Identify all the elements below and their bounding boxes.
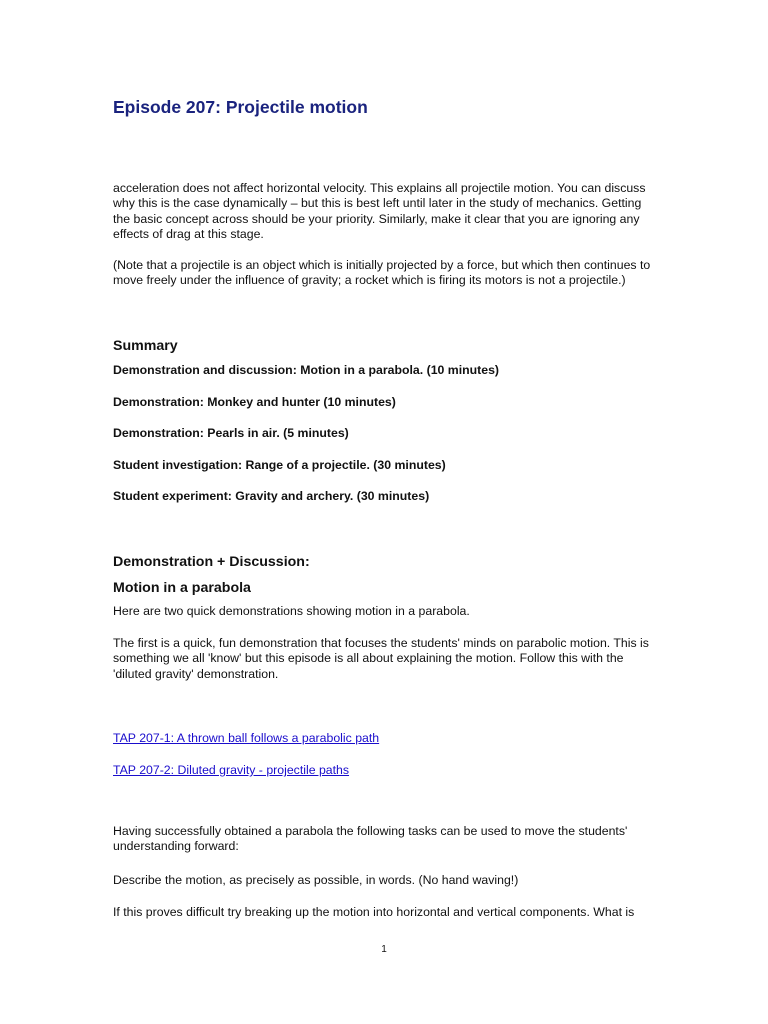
- section-subheading: Motion in a parabola: [113, 580, 251, 596]
- intro-paragraph-1: acceleration does not affect horizontal velocity. This explains all projectile motion. You can discuss why this is the case dynamically – but this is best left until later in the study of mechanics. Getting the basic concept across should be your priority. Similarly, make it clear that you are ignoring any effects of drag at this stage.: [113, 181, 646, 242]
- section-paragraph-3: Having successfully obtained a parabola the following tasks can be used to move the students' understanding forward:: [113, 824, 628, 854]
- tap-207-1-link[interactable]: TAP 207-1: A thrown ball follows a parabolic path: [113, 731, 380, 745]
- summary-heading: Summary: [113, 338, 178, 354]
- section-heading: Demonstration + Discussion:: [113, 554, 310, 570]
- section-paragraph-2: The first is a quick, fun demonstration that focuses the students' minds on parabolic motion. This is something we all 'know' but this episode is all about explaining the motion. Follow this with the 'diluted gravity' demonstration.: [113, 636, 649, 681]
- summary-item: Demonstration: Pearls in air. (5 minutes): [113, 426, 349, 440]
- intro-paragraph-2: (Note that a projectile is an object which is initially projected by a force, but which then continues to move freely under the influence of gravity; a rocket which is firing its motors is not a projectile.): [113, 258, 651, 288]
- tap-207-2-link[interactable]: TAP 207-2: Diluted gravity - projectile paths: [113, 763, 350, 777]
- summary-item: Demonstration and discussion: Motion in a parabola. (10 minutes): [113, 363, 500, 377]
- section-paragraph-4: Describe the motion, as precisely as possible, in words. (No hand waving!): [113, 873, 519, 887]
- page-number: 1: [381, 944, 387, 955]
- summary-item: Demonstration: Monkey and hunter (10 minutes): [113, 395, 396, 409]
- summary-item: Student investigation: Range of a projectile. (30 minutes): [113, 458, 446, 472]
- page-title: Episode 207: Projectile motion: [113, 97, 368, 117]
- summary-item: Student experiment: Gravity and archery. (30 minutes): [113, 489, 430, 503]
- section-paragraph-5: If this proves difficult try breaking up the motion into horizontal and vertical components. What is: [113, 905, 635, 919]
- section-paragraph-1: Here are two quick demonstrations showing motion in a parabola.: [113, 604, 470, 618]
